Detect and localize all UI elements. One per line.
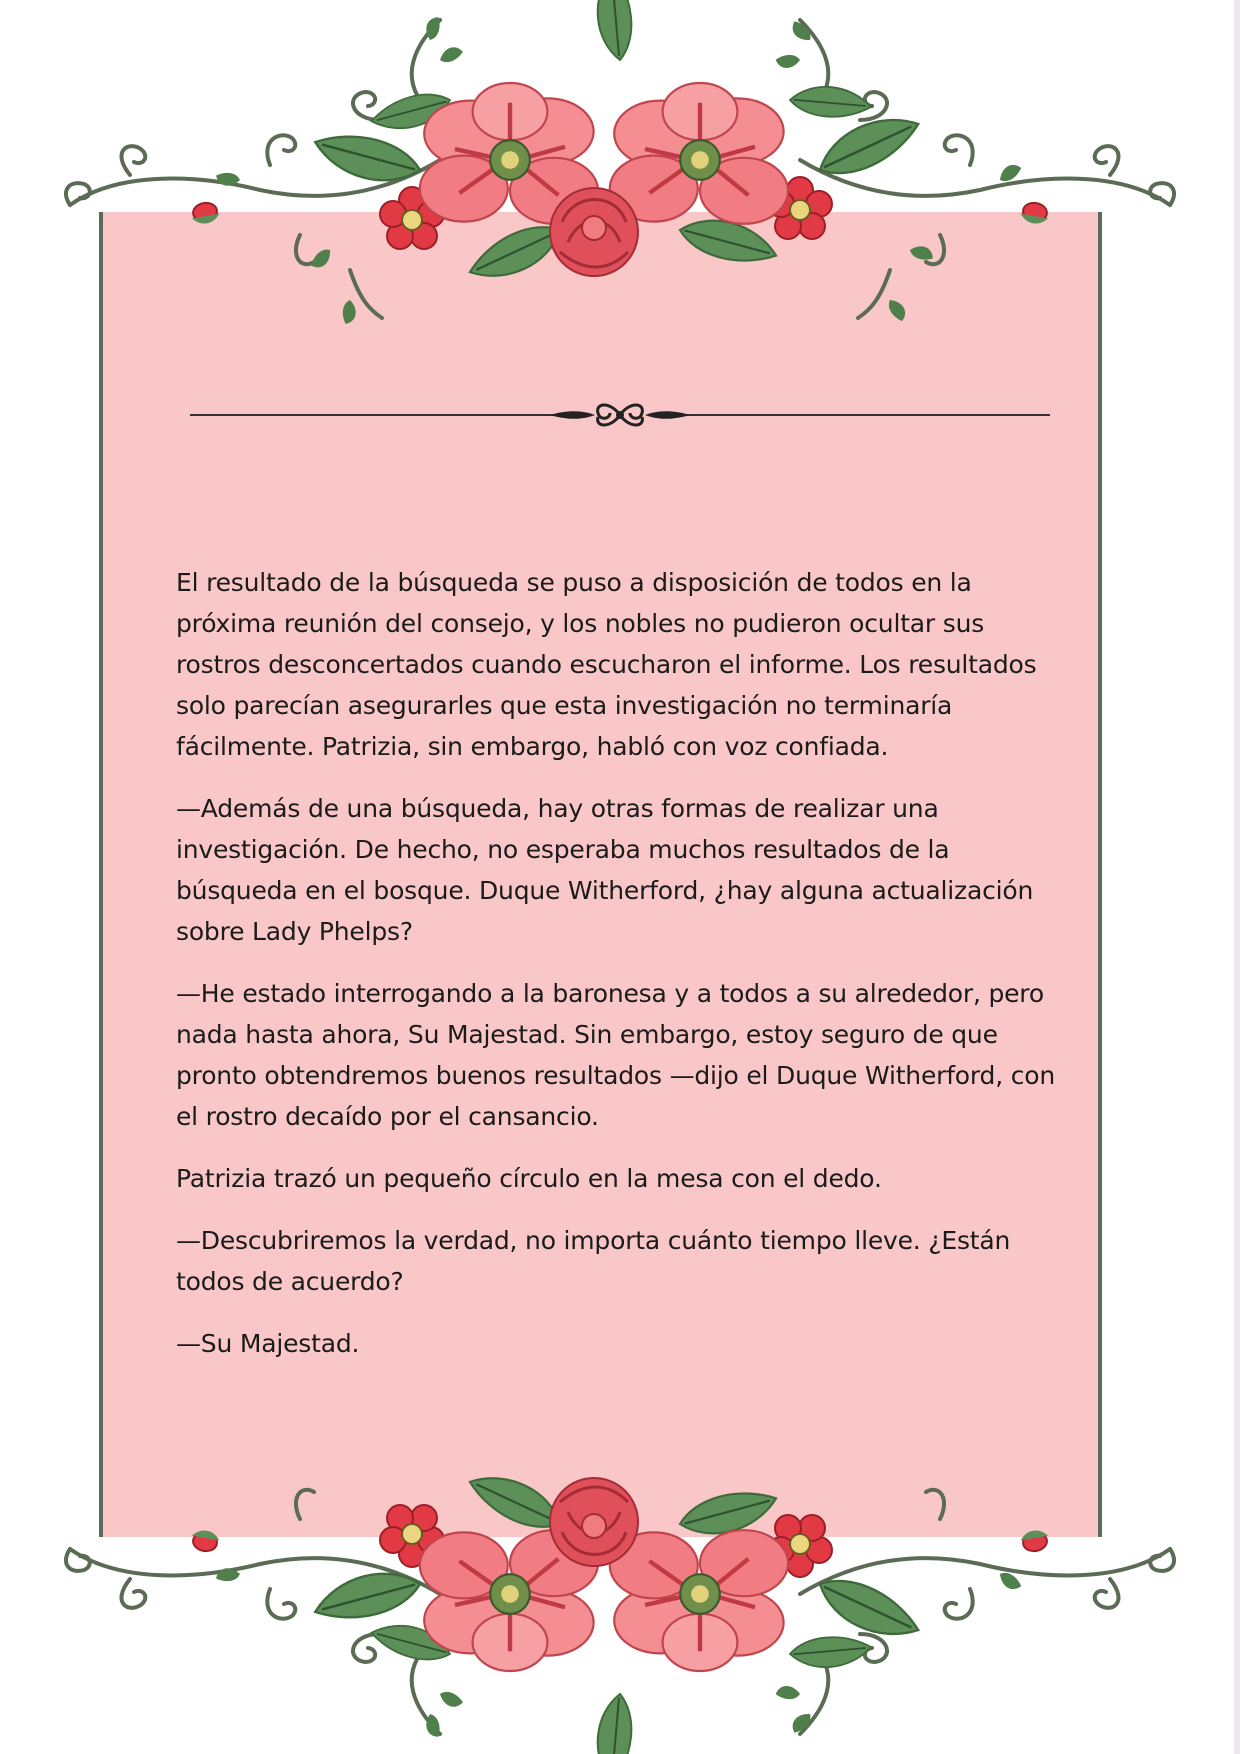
paragraph: —Además de una búsqueda, hay otras formas de realizar una investigación. De hecho, no esperaba muchos resultados de la búsqueda en el bosque. Duque Witherford, ¿hay alguna actualización sobre Lady Phelps?: [176, 794, 1034, 946]
scroll-divider-icon: [190, 395, 1050, 435]
story-text: [176, 562, 1056, 1385]
paragraph: —He estado interrogando a la baronesa y a todos a su alrededor, pero nada hasta ahora, Su Majestad. Sin embargo, estoy seguro de que pronto obtendremos buenos resultados —dijo el Duque Witherford, con el rostro decaído por el cansancio.: [176, 979, 1055, 1131]
paragraph: El resultado de la búsqueda se puso a disposición de todos en la próxima reunión del consejo, y los nobles no pudieron ocultar sus rostros desconcertados cuando escucharon el informe. Los resultados solo parecían asegurarles que esta investigación no terminaría fácilmente. Patrizia, sin embargo, habló con voz confiada.: [176, 568, 1037, 761]
floral-ornament-top-icon: [0, 0, 1240, 340]
paragraph: —Descubriremos la verdad, no importa cuánto tiempo lleve. ¿Están todos de acuerdo?: [176, 1226, 1011, 1296]
paragraph: Patrizia trazó un pequeño círculo en la mesa con el dedo.: [176, 1164, 882, 1193]
floral-ornament-bottom-icon: [0, 1414, 1240, 1754]
paragraph: —Su Majestad.: [176, 1329, 360, 1358]
